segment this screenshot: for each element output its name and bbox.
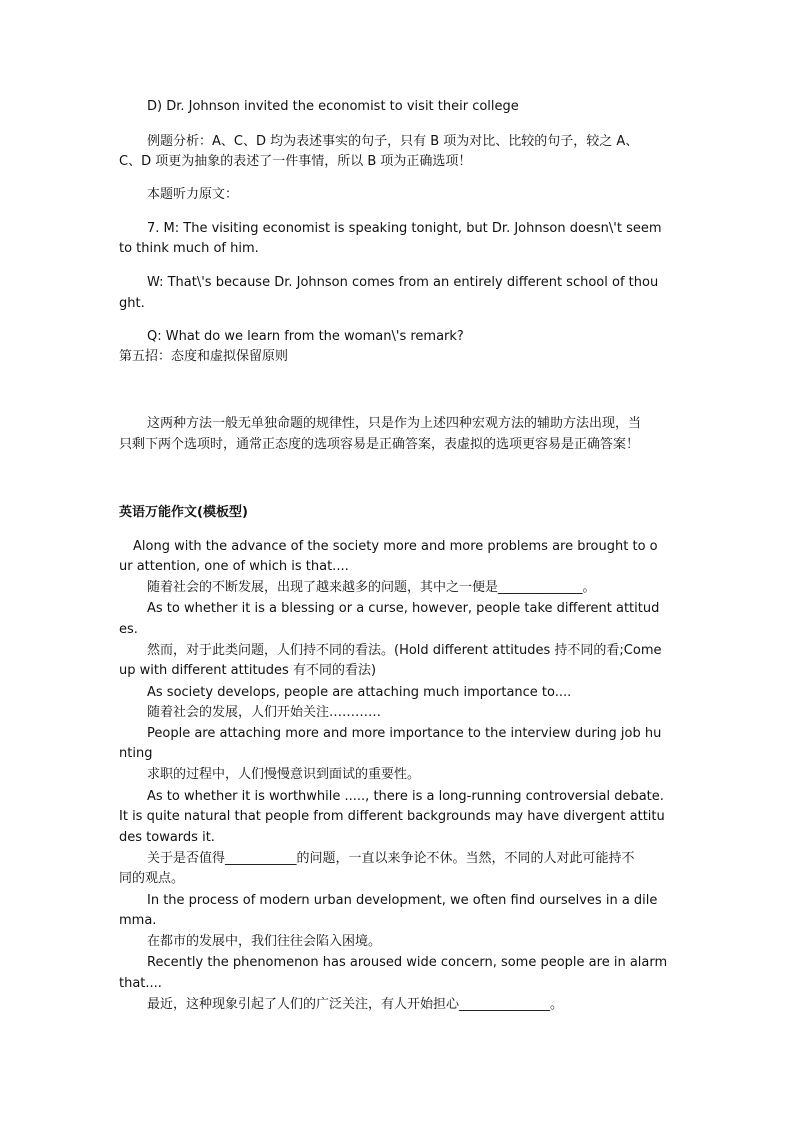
essay-7-line-1: Recently the phenomenon has aroused wide concern, some people are in alarm xyxy=(147,955,668,970)
tip5-title: 第五招：态度和虚拟保留原则 xyxy=(119,349,289,364)
essay-3-chinese: 随着社会的发展，人们开始关注………… xyxy=(147,705,382,720)
essay-5-line-3: des towards it. xyxy=(119,830,215,845)
essay-6-chinese: 在都市的发展中，我们往往会陷入困境。 xyxy=(147,934,382,949)
essay-7-chinese: 最近，这种现象引起了人们的广泛关注，有人开始担心______________。 xyxy=(147,997,564,1012)
essay-1-line-2: ur attention, one of which is that.... xyxy=(119,559,349,574)
essay-3-line: As society develops, people are attaching much importance to.... xyxy=(147,685,572,700)
option-d: D) Dr. Johnson invited the economist to visit their college xyxy=(147,99,519,114)
essay-7-line-2: that.... xyxy=(119,976,162,991)
essay-4-chinese: 求职的过程中，人们慢慢意识到面试的重要性。 xyxy=(147,767,421,782)
essay-6-line-2: mma. xyxy=(119,913,157,928)
woman-line-2: ght. xyxy=(119,296,145,311)
analysis-line-2: C、D 项更为抽象的表述了一件事情，所以 B 项为正确选项！ xyxy=(119,154,472,169)
essay-2-line-2: es. xyxy=(119,622,138,637)
analysis-line-1: 例题分析：A、C、D 均为表述事实的句子，只有 B 项为对比、比较的句子，较之 A、 xyxy=(147,134,639,149)
essay-5-chinese-2: 同的观点。 xyxy=(119,871,185,886)
q7-line-2: to think much of him. xyxy=(119,241,259,256)
essay-2-chinese-2: up with different attitudes 有不同的看法) xyxy=(119,663,377,678)
essay-5-chinese-1: 关于是否值得___________的问题，一直以来争论不休。当然，不同的人对此可能持不 xyxy=(147,851,635,866)
essay-4-line-2: nting xyxy=(119,746,153,761)
essay-2-line-1: As to whether it is a blessing or a curse, however, people take different attitud xyxy=(147,601,660,616)
essay-5-line-2: It is quite natural that people from different backgrounds may have divergent attitu xyxy=(119,809,665,824)
q7-line-1: 7. M: The visiting economist is speaking tonight, but Dr. Johnson doesn\'t seem xyxy=(147,221,662,236)
essay-5-line-1: As to whether it is worthwhile ....., there is a long-running controversial debate. xyxy=(147,789,664,804)
essay-2-chinese-1: 然而，对于此类问题，人们持不同的看法。(Hold different attitudes 持不同的看;Come xyxy=(147,643,662,658)
question-line: Q: What do we learn from the woman\'s remark? xyxy=(147,329,464,344)
essay-1-line-1: Along with the advance of the society more and more problems are brought to o xyxy=(133,539,658,554)
essay-1-chinese: 随着社会的不断发展，出现了越来越多的问题，其中之一便是_____________。 xyxy=(147,580,596,595)
tip5-body-1: 这两种方法一般无单独命题的规律性，只是作为上述四种宏观方法的辅助方法出现，当 xyxy=(147,416,642,431)
essay-4-line-1: People are attaching more and more importance to the interview during job hu xyxy=(147,726,662,741)
essay-heading: 英语万能作文(模板型) xyxy=(119,505,248,520)
woman-line-1: W: That\'s because Dr. Johnson comes from an entirely different school of thou xyxy=(147,275,659,290)
essay-6-line-1: In the process of modern urban development, we often find ourselves in a dile xyxy=(147,893,658,908)
tip5-body-2: 只剩下两个选项时，通常正态度的选项容易是正确答案，表虚拟的选项更容易是正确答案！ xyxy=(119,437,640,452)
transcript-heading: 本题听力原文： xyxy=(147,187,239,202)
